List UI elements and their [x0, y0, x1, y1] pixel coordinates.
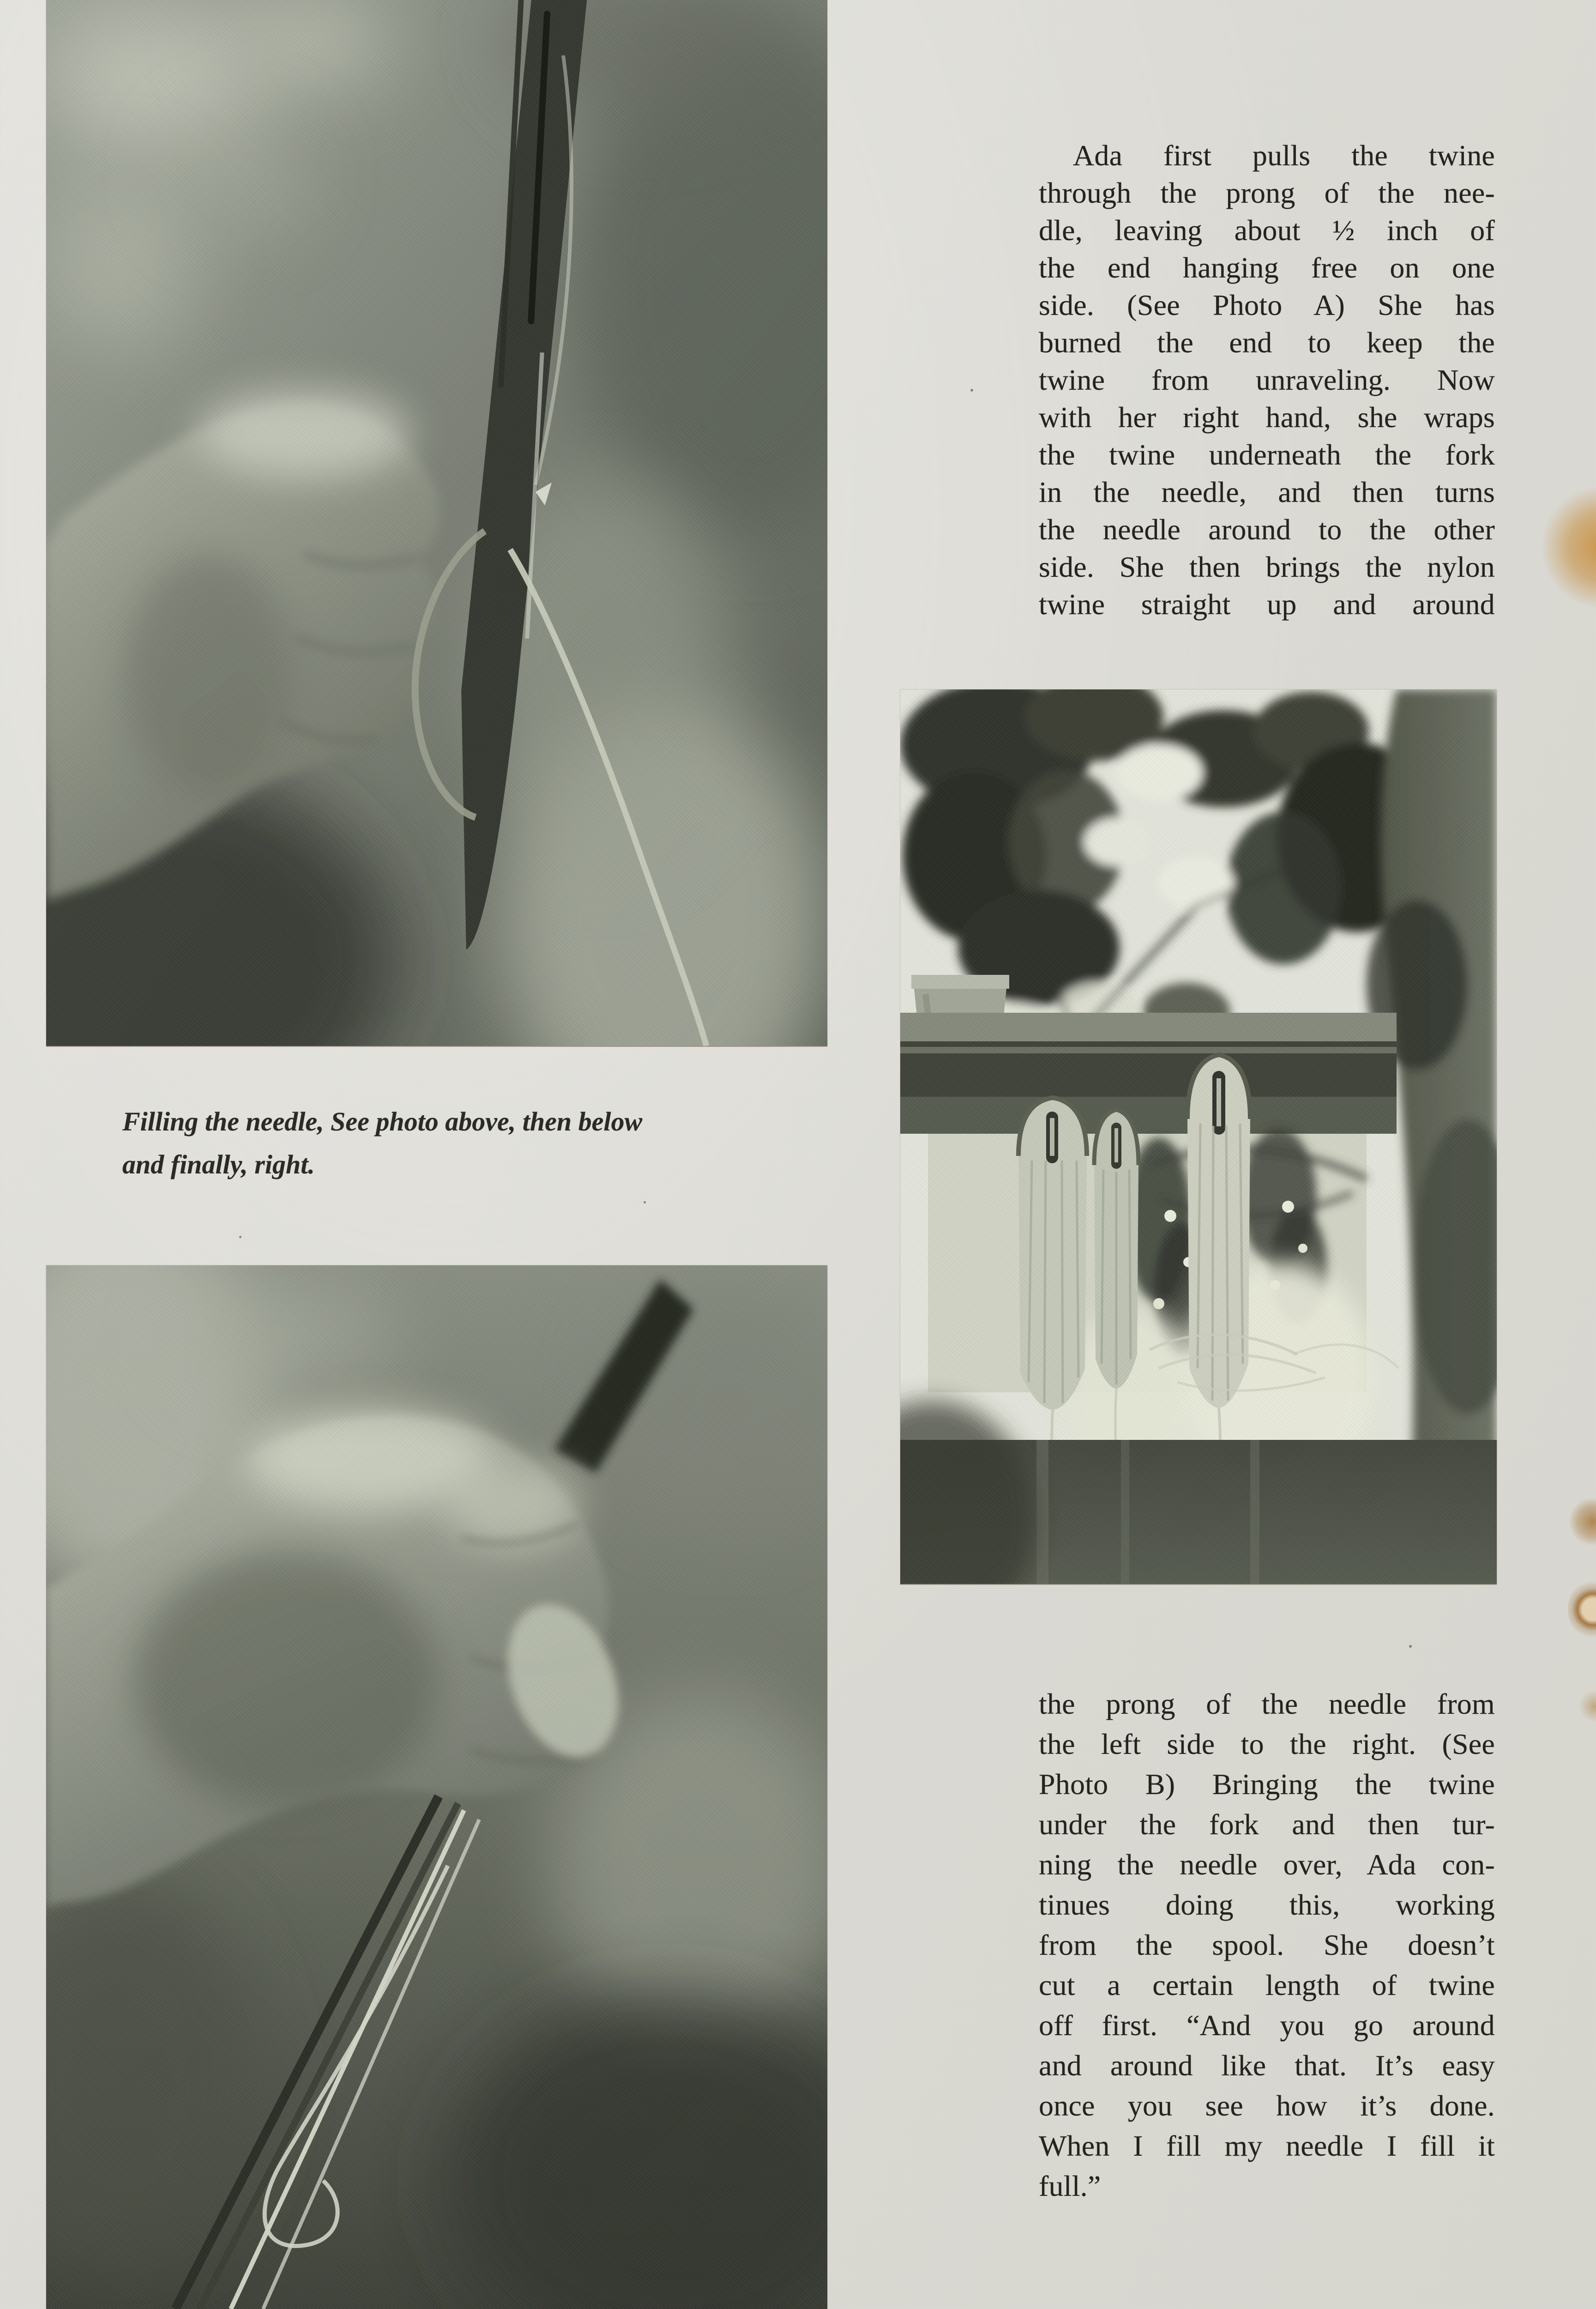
text-line: off first. “And you go around [1039, 2009, 1495, 2042]
photo-bottom-left-illustration [46, 1265, 827, 2309]
text-line: full.” [1039, 2170, 1101, 2202]
dust-speck [1409, 1645, 1412, 1648]
page-stain-faint [1579, 1690, 1596, 1723]
page-stain-small-upper [1570, 1496, 1596, 1547]
text-line: with her right hand, she wraps [1039, 401, 1495, 434]
text-line: the prong of the needle from [1039, 1687, 1495, 1720]
text-line: Ada first pulls the twine [1073, 139, 1495, 172]
page-stain-ring [1568, 1579, 1596, 1639]
text-line: from the spool. She doesn’t [1039, 1928, 1495, 1961]
text-line: side. She then brings the nylon [1039, 550, 1495, 583]
photo-right-illustration [900, 689, 1497, 1584]
dust-speck [239, 1236, 241, 1238]
photo-top-left-illustration [46, 0, 827, 1046]
text-line: Filling the needle, See photo above, then below [122, 1106, 643, 1136]
text-line: and around like that. It’s easy [1039, 2049, 1495, 2082]
text-line: the left side to the right. (See [1039, 1728, 1495, 1760]
text-line: the needle around to the other [1039, 513, 1495, 546]
text-line: the end hanging free on one [1039, 251, 1495, 284]
text-line: Photo B) Bringing the twine [1039, 1768, 1495, 1801]
text-line: dle, leaving about ½ inch of [1039, 214, 1495, 247]
text-line: twine from unraveling. Now [1039, 363, 1495, 396]
text-line: cut a certain length of twine [1039, 1969, 1495, 2001]
text-line: under the fork and then tur- [1039, 1808, 1495, 1841]
text-line: tinues doing this, working [1039, 1888, 1495, 1921]
photo-right-window-needles [900, 689, 1497, 1584]
text-line: twine straight up and around [1039, 588, 1495, 621]
paragraph-top-right [1039, 137, 1495, 623]
text-line: When I fill my needle I fill it [1039, 2129, 1495, 2162]
text-line: ning the needle over, Ada con- [1039, 1848, 1495, 1881]
text-line: the twine underneath the fork [1039, 438, 1495, 471]
text-line: through the prong of the nee- [1039, 176, 1495, 209]
text-line: side. (See Photo A) She has [1039, 289, 1495, 321]
text-line: burned the end to keep the [1039, 326, 1495, 359]
photo-bottom-left-hand-needle [46, 1265, 827, 2309]
dust-speck [970, 389, 973, 392]
paragraph-bottom-right [1039, 1684, 1495, 2206]
text-line: in the needle, and then turns [1039, 476, 1495, 508]
dust-speck [644, 1201, 646, 1203]
photo-caption [122, 1100, 824, 1186]
text-line: and finally, right. [122, 1149, 315, 1179]
page-stain-large [1542, 487, 1596, 607]
photo-top-left-filling-needle [46, 0, 827, 1046]
window-sill [900, 1013, 1397, 1134]
text-line: once you see how it’s done. [1039, 2089, 1495, 2122]
